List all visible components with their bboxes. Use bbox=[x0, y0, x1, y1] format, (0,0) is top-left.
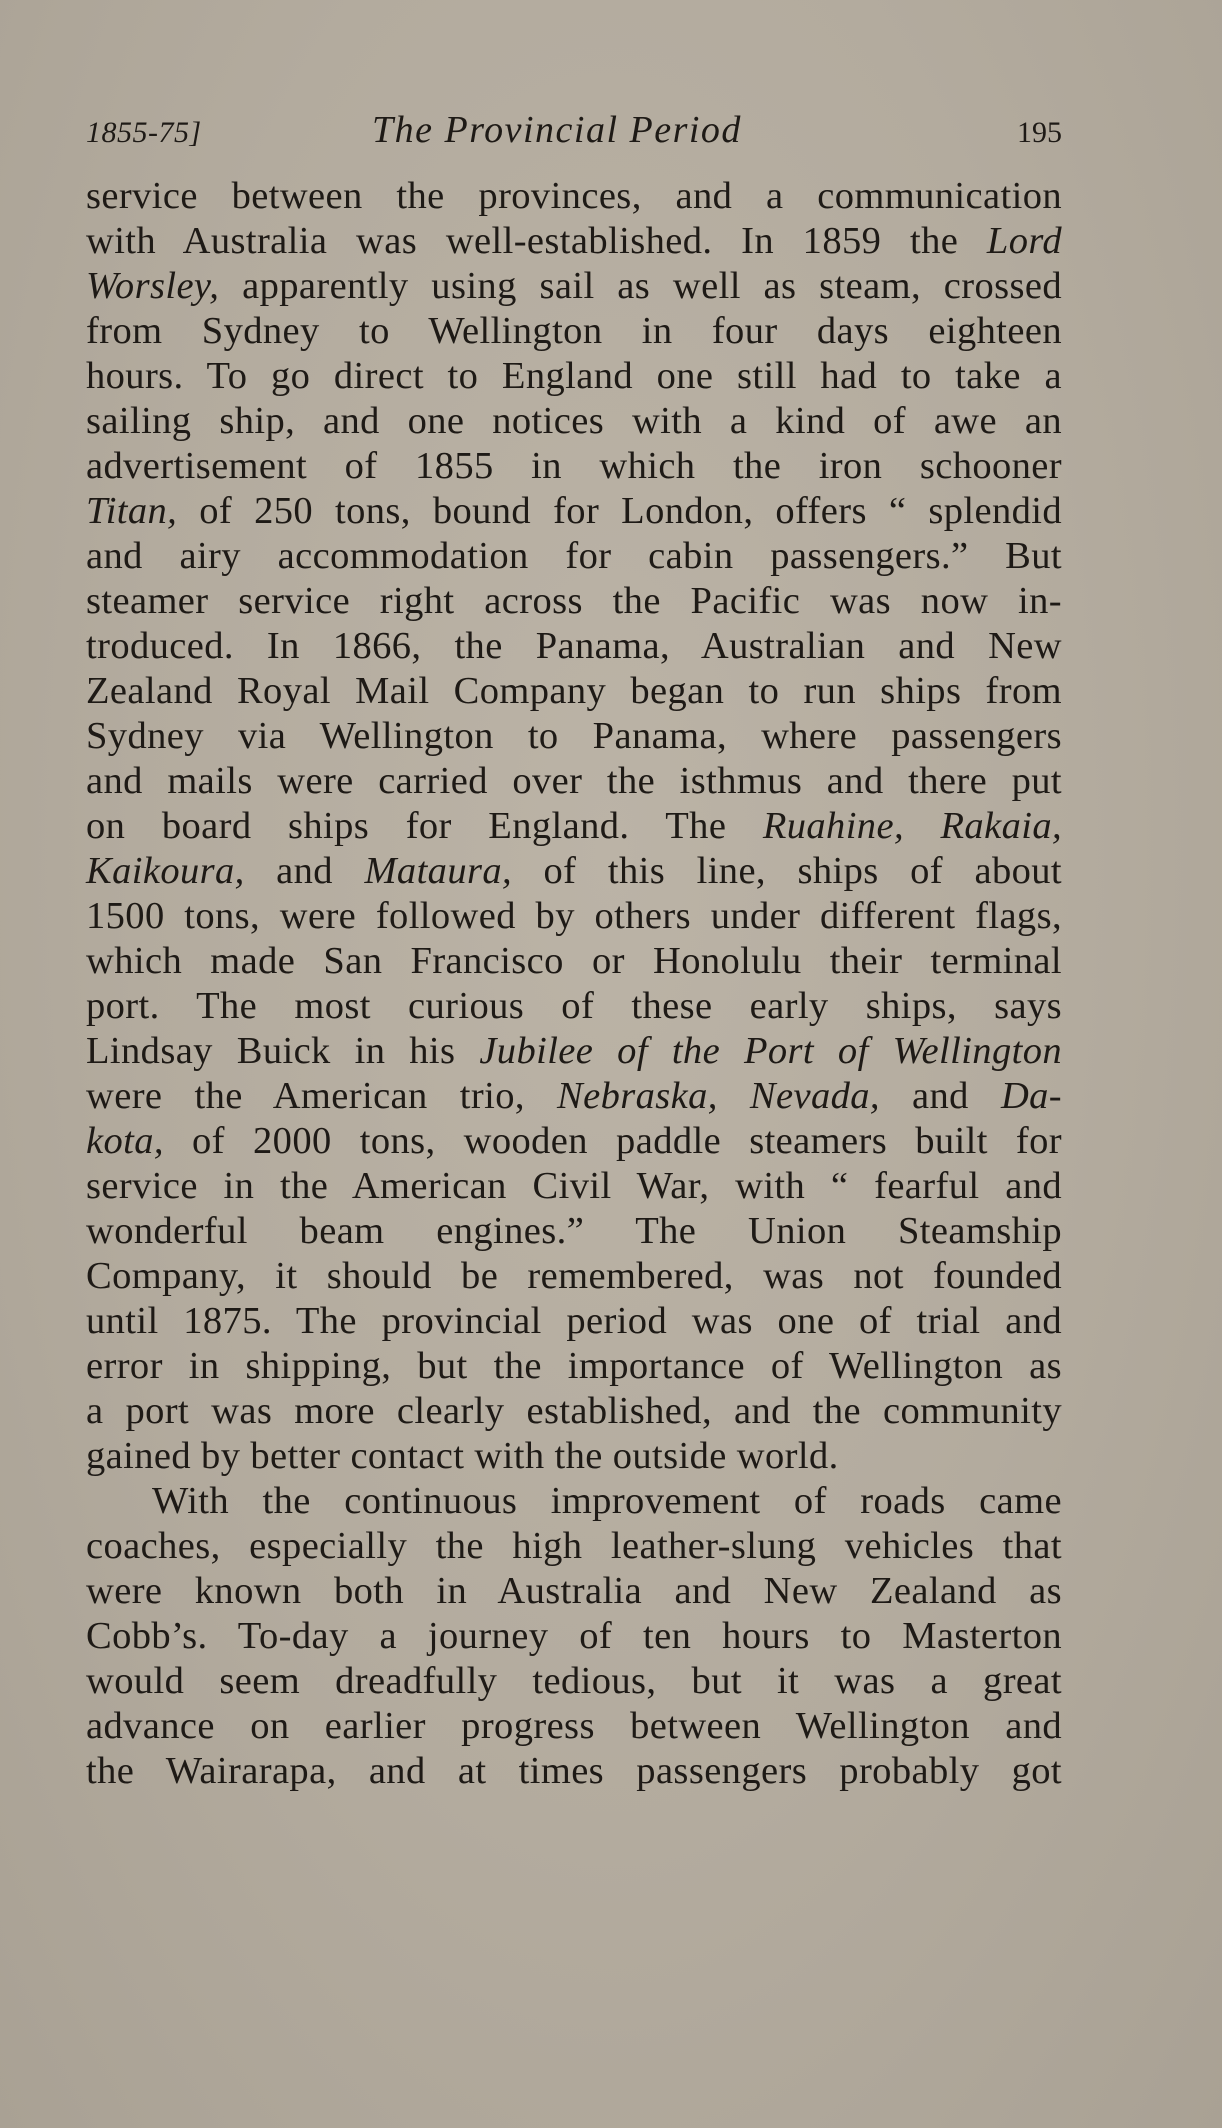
italic-title: Nebraska, bbox=[557, 1075, 718, 1117]
page-number: 195 bbox=[1017, 116, 1062, 149]
text-line: wonderful beam engines.” The Union Steamship bbox=[86, 1210, 1062, 1252]
text-line: a port was more clearly established, and the community bbox=[86, 1390, 1062, 1432]
running-head-chapter-title: The Provincial Period bbox=[372, 109, 742, 151]
text-line: Cobb’s. To-day a journey of ten hours to Masterton bbox=[86, 1615, 1062, 1657]
running-head-date-range: 1855-75] bbox=[86, 116, 202, 149]
text-line: hours. To go direct to England one still had to take a bbox=[86, 355, 1062, 397]
text-line: advertisement of 1855 in which the iron schooner bbox=[86, 445, 1062, 487]
text-line: steamer service right across the Pacific was now in- bbox=[86, 580, 1062, 622]
text-line: Zealand Royal Mail Company began to run ships from bbox=[86, 670, 1062, 712]
body-text bbox=[86, 174, 1062, 1794]
text-line: error in shipping, but the importance of Wellington as bbox=[86, 1345, 1062, 1387]
text-line: and airy accommodation for cabin passengers.” But bbox=[86, 535, 1062, 577]
italic-title: Jubilee of the Port of Wellington bbox=[479, 1030, 1062, 1072]
text-line: Worsley, apparently using sail as well as steam, crossed bbox=[86, 265, 1062, 307]
text-line: Sydney via Wellington to Panama, where passengers bbox=[86, 715, 1062, 757]
text-line: port. The most curious of these early ships, says bbox=[86, 985, 1062, 1027]
italic-title: Nevada, bbox=[749, 1075, 880, 1117]
text-line: Company, it should be remembered, was not founded bbox=[86, 1255, 1062, 1297]
italic-title: Mataura, bbox=[364, 850, 513, 892]
text-line: were the American trio, Nebraska, Nevada, and Da- bbox=[86, 1075, 1063, 1117]
text-line: troduced. In 1866, the Panama, Australian and New bbox=[86, 625, 1062, 667]
text-line: Kaikoura, and Mataura, of this line, ships of about bbox=[86, 850, 1063, 892]
text-line: on board ships for England. The Ruahine, Rakaia, bbox=[86, 805, 1062, 847]
text-line: sailing ship, and one notices with a kind of awe an bbox=[86, 400, 1062, 442]
italic-title: Kaikoura, bbox=[86, 850, 245, 892]
text-line: service between the provinces, and a communication bbox=[86, 175, 1062, 217]
text-line: Lindsay Buick in his Jubilee of the Port of Wellington bbox=[86, 1030, 1062, 1072]
italic-title: Ruahine, bbox=[762, 805, 904, 847]
text-line: coaches, especially the high leather-slung vehicles that bbox=[86, 1525, 1062, 1567]
text-line: would seem dreadfully tedious, but it was a great bbox=[86, 1660, 1062, 1702]
text-line: 1500 tons, were followed by others under different flags, bbox=[86, 895, 1062, 937]
italic-title: kota, bbox=[86, 1120, 164, 1162]
paragraph-end-line: gained by better contact with the outside world. bbox=[86, 1435, 839, 1477]
running-head bbox=[86, 108, 1066, 154]
text-line: and mails were carried over the isthmus and there put bbox=[86, 760, 1062, 802]
text-line: until 1875. The provincial period was one of trial and bbox=[86, 1300, 1062, 1342]
text-line: with Australia was well-established. In 1859 the Lord bbox=[86, 220, 1062, 262]
paragraph-start-line: With the continuous improvement of roads came bbox=[152, 1480, 1062, 1522]
italic-title: Da- bbox=[1000, 1075, 1063, 1117]
text-line: from Sydney to Wellington in four days eighteen bbox=[86, 310, 1062, 352]
italic-title: Titan, bbox=[86, 490, 178, 532]
text-line: Titan, of 250 tons, bound for London, offers “ splendid bbox=[86, 490, 1062, 532]
text-line: were known both in Australia and New Zealand as bbox=[86, 1570, 1062, 1612]
italic-title: Rakaia, bbox=[940, 805, 1062, 847]
text-line: advance on earlier progress between Wellington and bbox=[86, 1705, 1062, 1747]
italic-title: Worsley, bbox=[86, 265, 220, 307]
text-line: the Wairarapa, and at times passengers probably got bbox=[86, 1750, 1062, 1792]
text-line: which made San Francisco or Honolulu their terminal bbox=[86, 940, 1062, 982]
text-line: kota, of 2000 tons, wooden paddle steamers built for bbox=[86, 1120, 1062, 1162]
italic-title: Lord bbox=[986, 220, 1062, 262]
text-line: service in the American Civil War, with “ fearful and bbox=[86, 1165, 1062, 1207]
